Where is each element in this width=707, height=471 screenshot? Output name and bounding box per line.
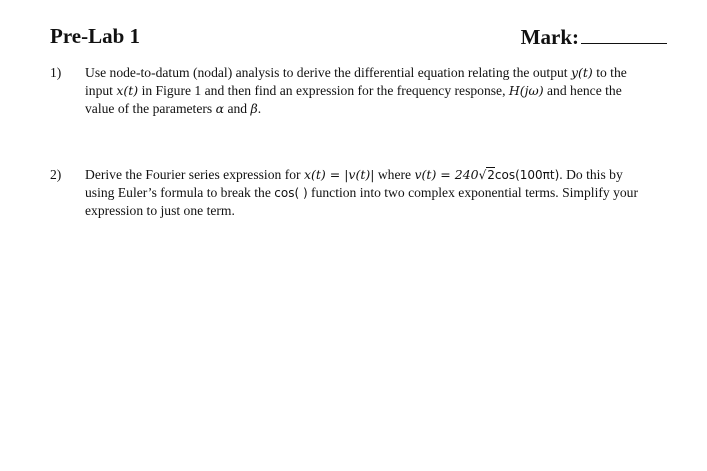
mark-label: Mark:: [520, 25, 579, 49]
text-segment: in Figure 1 and then find an expression for the frequency response,: [138, 83, 509, 98]
text-segment: input: [85, 83, 117, 98]
text-segment: and hence the: [543, 83, 622, 98]
text-segment: Derive the Fourier series expression for: [85, 167, 304, 182]
text-segment: .: [257, 101, 262, 116]
question-line: [85, 184, 670, 202]
question-line: [85, 202, 670, 220]
math-v-of-t: v(t) = 240: [414, 167, 479, 182]
question-line: [85, 82, 670, 100]
math-cos-function: cos( ): [274, 186, 308, 200]
question-number: 1): [50, 65, 62, 80]
sqrt-argument: 2: [487, 168, 495, 182]
text-segment: Use node-to-datum (nodal) analysis to derive the differential equation relating the output: [85, 65, 571, 80]
math-x-of-t: x(t): [116, 83, 139, 98]
text-segment: value of the parameters: [85, 101, 216, 116]
page-header: [50, 22, 667, 52]
math-beta: β: [250, 101, 258, 116]
mark-field: [521, 22, 667, 51]
text-segment: where: [374, 167, 415, 182]
math-cosine-term: cos(100πt): [494, 168, 560, 182]
math-y-of-t: y(t): [570, 65, 593, 80]
math-x-abs-v: x(t) = |v(t)|: [303, 167, 375, 182]
question-number: 2): [50, 167, 62, 182]
text-segment: using Euler’s formula to break the: [85, 185, 275, 200]
math-frequency-response: H(jω): [508, 83, 544, 98]
sqrt-symbol: √: [478, 168, 487, 182]
text-segment: function into two complex exponential terms. Simplify your: [307, 185, 638, 200]
text-segment: and: [224, 101, 251, 116]
text-segment: . Do this by: [559, 167, 623, 182]
question-line: [85, 100, 670, 118]
question-text: [85, 64, 670, 118]
math-alpha: α: [215, 101, 225, 116]
mark-blank-line: [581, 22, 667, 44]
question-text: [85, 166, 670, 220]
page-title: Pre-Lab 1: [50, 24, 141, 48]
question-line: [85, 64, 670, 82]
question-line: [85, 166, 670, 184]
text-segment: to the: [592, 65, 627, 80]
text-segment: expression to just one term.: [85, 203, 235, 218]
